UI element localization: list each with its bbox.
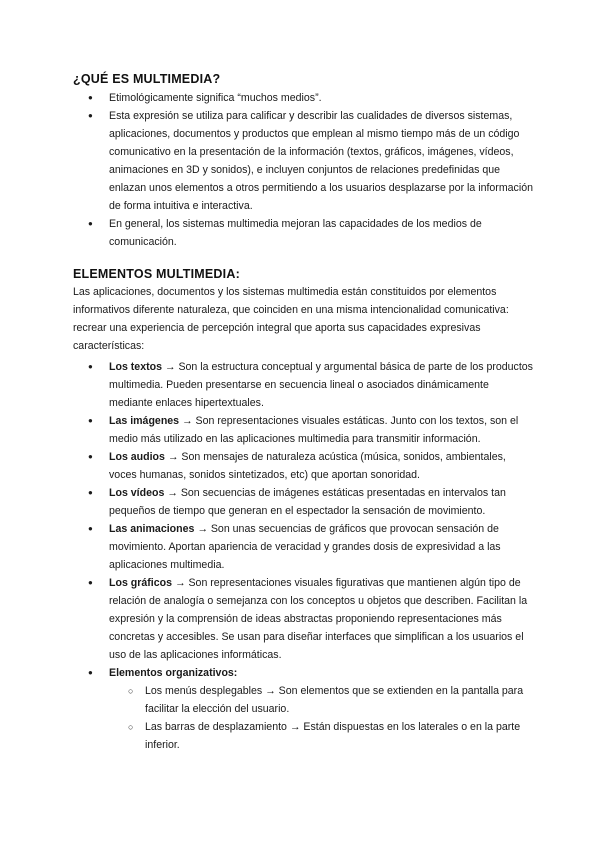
- section-title-elementos-multimedia: ELEMENTOS MULTIMEDIA:: [73, 267, 240, 281]
- list-item-audios: [73, 448, 533, 484]
- item-term: Las imágenes: [109, 415, 180, 427]
- document-content: [73, 72, 533, 754]
- list-item-textos: [73, 358, 533, 412]
- item-description: → Son representaciones visuales estáticas. Junto con los textos, son el medio más utilizado en las aplicaciones multimedia para transmitir información.: [109, 415, 519, 445]
- list-item-imagenes: [73, 412, 533, 448]
- item-term: Las animaciones: [109, 523, 195, 535]
- item-term: Los gráficos: [109, 577, 172, 589]
- list-item-organizativos: [73, 664, 533, 754]
- item-description: → Son la estructura conceptual y argumental básica de parte de los productos multimedia. Pueden presentarse en secuencia lineal o asociados dinámicamente mediante enlaces hipertextuales.: [109, 361, 533, 409]
- list-item-graficos: [73, 574, 533, 664]
- item-term: Elementos organizativos:: [109, 667, 238, 679]
- section-title-que-es-multimedia: ¿QUÉ ES MULTIMEDIA?: [73, 72, 221, 86]
- organizational-sublist: [109, 682, 533, 754]
- intro-paragraph: Las aplicaciones, documentos y los sistemas multimedia están constituidos por elementos informativos diferente naturaleza, que coinciden en una misma intencionalidad comunicativa: recrear una experiencia de percepción integral que aporta sus capacidades expresivas características:: [73, 286, 509, 352]
- sublist-item-menus: ○ Los menús desplegables → Son elementos que se extienden en la pantalla para facilitar la elección del usuario.: [109, 682, 533, 718]
- sublist-item-barras: ○ Las barras de desplazamiento → Están dispuestas en los laterales o en la parte inferior.: [109, 718, 533, 754]
- item-term: Los textos: [109, 361, 162, 373]
- list-item: ● Esta expresión se utiliza para calificar y describir las cualidades de diversos sistemas, aplicaciones, documentos y productos que emplean al mismo tiempo más de un código comunicativo en la presentación de la información (textos, gráficos, imágenes, vídeos, animaciones en 3D y sonidos), e incluyen conjuntos de relaciones predefinidas que enlazan unos elementos a otros permitiendo a los usuarios desplazarse por la información de forma intuitiva e interactiva.: [73, 107, 533, 215]
- definition-list: [73, 89, 533, 251]
- list-item: ● Etimológicamente significa “muchos medios”.: [73, 89, 533, 107]
- list-item: ● En general, los sistemas multimedia mejoran las capacidades de los medios de comunicación.: [73, 215, 533, 251]
- item-term: Los vídeos: [109, 487, 165, 499]
- item-description: → Son unas secuencias de gráficos que provocan sensación de movimiento. Aportan apariencia de veracidad y grandes dosis de expresividad a las aplicaciones multimedia.: [109, 523, 501, 571]
- elements-list: [73, 358, 533, 754]
- list-item-videos: [73, 484, 533, 520]
- list-item-animaciones: [73, 520, 533, 574]
- item-description: → Son secuencias de imágenes estáticas presentadas en intervalos tan pequeños de tiempo que generan en el espectador la sensación de movimiento.: [109, 487, 506, 517]
- item-term: Los audios: [109, 451, 165, 463]
- item-description: → Son representaciones visuales figurativas que mantienen algún tipo de relación de analogía o semejanza con los conceptos u objetos que describen. Facilitan la expresión y la comprensión de ideas abstractas proponiendo representaciones más concretas y accesibles. Se usan para diseñar interfaces que simplifican a los usuarios el uso de las aplicaciones informáticas.: [109, 577, 528, 661]
- item-description: → Son mensajes de naturaleza acústica (música, sonidos, ambientales, voces humanas, sonidos sintetizados, etc) que aportan sonoridad.: [109, 451, 506, 481]
